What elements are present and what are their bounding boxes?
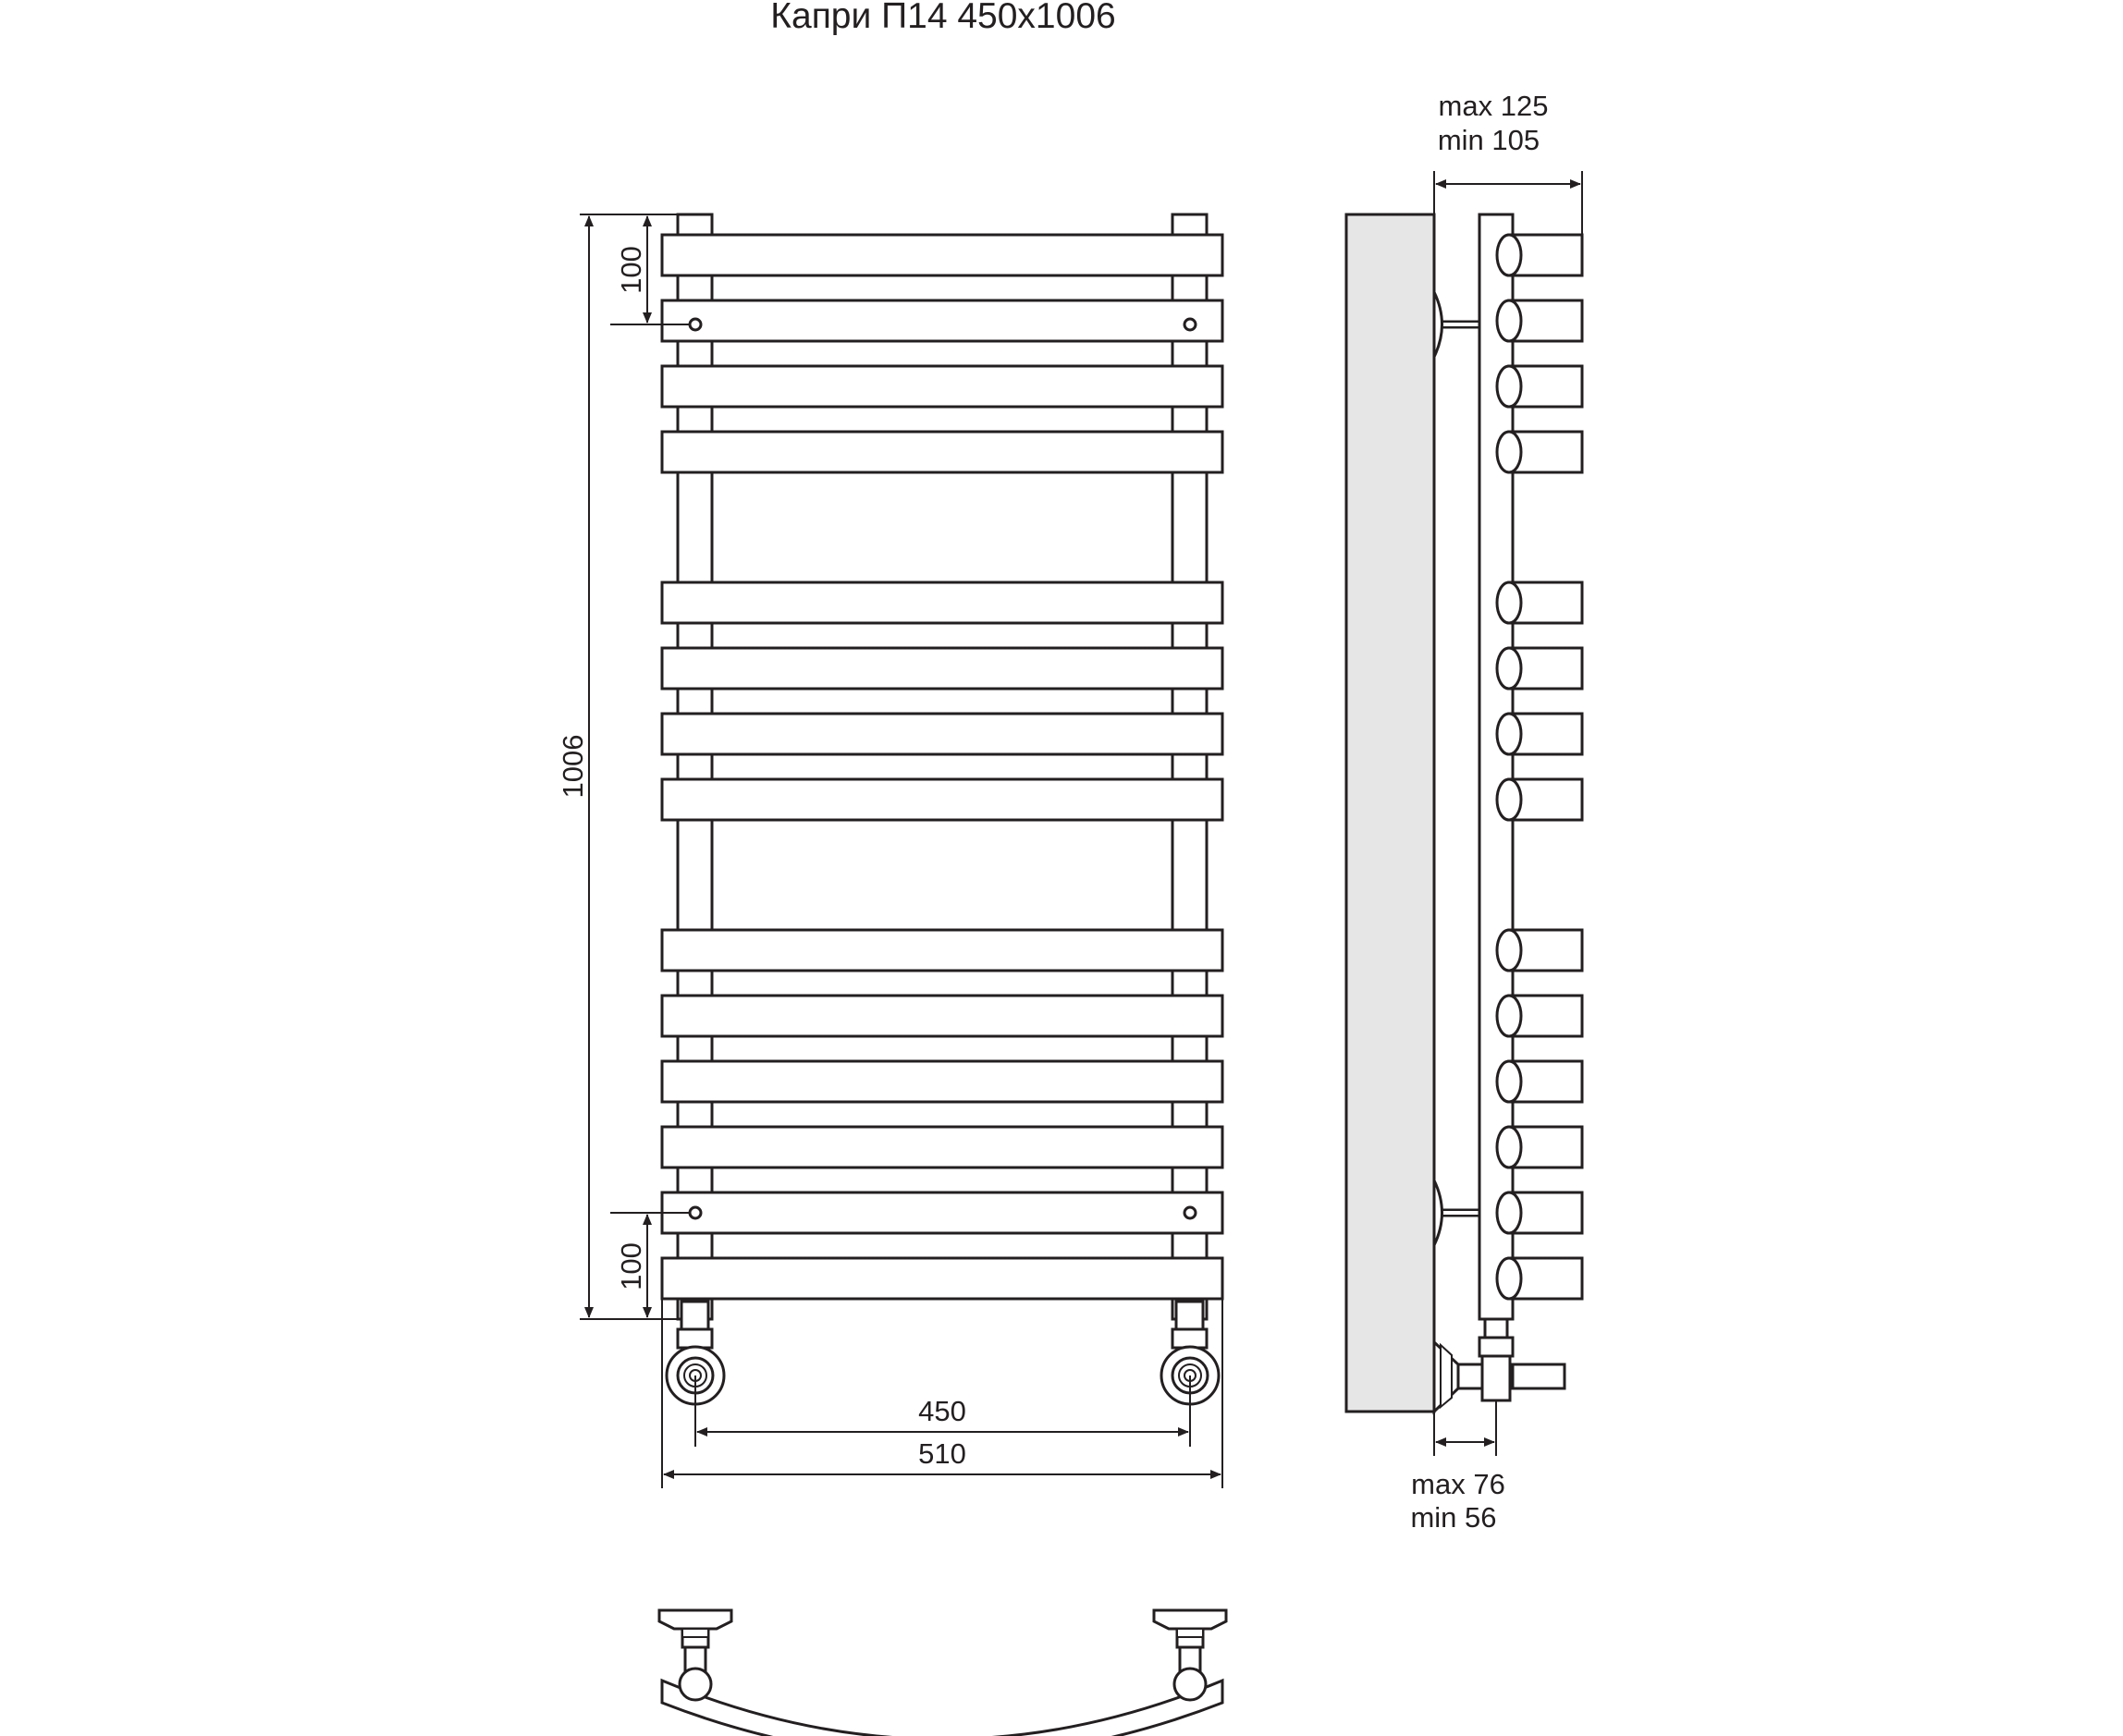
mount-width-dimension <box>695 1375 1190 1447</box>
side-rail <box>1497 1127 1582 1168</box>
side-rail <box>1497 432 1582 472</box>
front-rail <box>662 1061 1222 1102</box>
front-rail <box>662 779 1222 820</box>
dim-offset-max: max 76 <box>1411 1468 1505 1500</box>
top-wall-bracket <box>1434 292 1479 357</box>
top-view <box>659 1610 1226 1736</box>
side-rail <box>1497 235 1582 275</box>
front-rail <box>662 714 1222 754</box>
front-rail <box>662 1192 1222 1233</box>
curved-rail <box>662 1681 1222 1736</box>
front-rail <box>662 930 1222 971</box>
overall-width-dimension <box>662 1269 1222 1488</box>
side-rail <box>1497 779 1582 820</box>
front-rails <box>662 235 1222 1299</box>
drawing-title: Капри П14 450x1006 <box>770 0 1116 36</box>
front-rail <box>662 582 1222 623</box>
side-rail <box>1497 996 1582 1036</box>
dim-offset-min: min 56 <box>1410 1501 1497 1534</box>
dim-bottom-mount-label: 100 <box>615 1242 647 1290</box>
bottom-wall-bracket <box>1434 1180 1479 1245</box>
wall <box>1346 214 1434 1412</box>
side-rail <box>1497 1258 1582 1299</box>
side-rail <box>1497 648 1582 689</box>
front-rail <box>662 300 1222 341</box>
front-rail <box>662 432 1222 472</box>
front-rail <box>662 235 1222 275</box>
dim-overall-width-label: 510 <box>918 1437 966 1470</box>
dim-mount-width-label: 450 <box>918 1395 966 1427</box>
front-rail <box>662 366 1222 407</box>
front-rail <box>662 1258 1222 1299</box>
side-valve <box>1434 1319 1565 1412</box>
side-rail <box>1497 582 1582 623</box>
dim-top-mount-label: 100 <box>615 246 647 294</box>
front-rail <box>662 648 1222 689</box>
mount-dot-top-right <box>1184 319 1196 330</box>
side-rail <box>1497 1192 1582 1233</box>
side-rail <box>1497 366 1582 407</box>
dim-height-label: 1006 <box>557 734 589 799</box>
mount-dot-top-left <box>690 319 701 330</box>
side-rail <box>1497 300 1582 341</box>
side-rail <box>1497 1061 1582 1102</box>
side-rail <box>1497 714 1582 754</box>
height-dimension <box>557 214 678 1319</box>
front-rail <box>662 996 1222 1036</box>
front-view <box>557 214 1222 1488</box>
mount-dot-bottom-left <box>690 1207 701 1218</box>
mount-dot-bottom-right <box>1184 1207 1196 1218</box>
dim-depth-min: min 105 <box>1437 124 1540 156</box>
side-rail <box>1497 930 1582 971</box>
side-view <box>1346 90 1582 1534</box>
front-rail <box>662 1127 1222 1168</box>
dim-depth-max: max 125 <box>1438 90 1549 122</box>
depth-bottom-dimension <box>1410 1400 1504 1534</box>
